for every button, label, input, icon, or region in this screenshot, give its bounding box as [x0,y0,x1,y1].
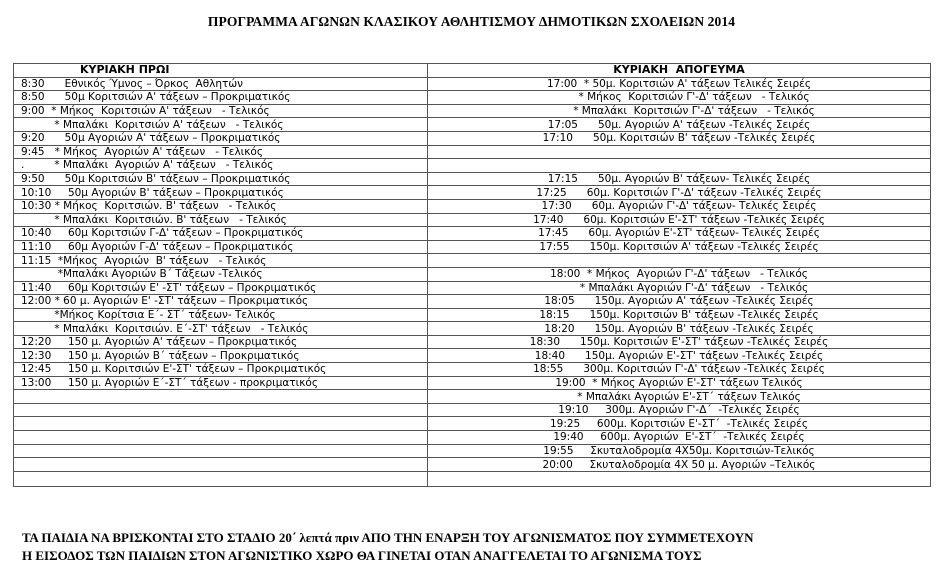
table-row [14,159,931,173]
morning-event-cell: *Μπαλάκι Αγοριών Β΄ Τάξεων -Τελικός [14,267,428,281]
footer-notice-line-2: Η ΕΙΣΟΔΟΣ ΤΩΝ ΠΑΙΔΙΩΝ ΣΤΟΝ ΑΓΩΝΙΣΤΙΚΟ ΧΩΡΟ ΘΑ ΓΙΝΕΤΑΙ ΟΤΑΝ ΑΝΑΓΓΕΛΕΤΑΙ ΤΟ ΑΓΩΝΙΣΜΑ ΤΟΥΣ [22,548,702,563]
afternoon-event-cell: 20:00 Σκυταλοδρομία 4Χ 50 μ. Αγοριών –Τελικός [428,458,931,472]
document-title: ΠΡΟΓΡΑΜΜΑ ΑΓΩΝΩΝ ΚΛΑΣΙΚΟΥ ΑΘΛΗΤΙΣΜΟΥ ΔΗΜΟΤΙΚΩΝ ΣΧΟΛΕΙΩΝ 2014 [207,14,736,29]
afternoon-event-cell: 18:55 300μ. Κοριτσιών Γ'-Δ' τάξεων -Τελικές Σειρές [428,363,931,377]
afternoon-event-cell: 18:05 150μ. Αγοριών Α' τάξεων -Τελικές Σειρές [428,295,931,309]
morning-event-cell: 9:50 50μ Κοριτσιών Β' τάξεων – Προκριματικός [14,172,428,186]
table-row [14,390,931,404]
morning-event-cell: 13:00 150 μ. Αγοριών Ε΄-ΣΤ΄ τάξεων - προκριματικός [14,376,428,390]
schedule-table [13,63,931,487]
afternoon-event-cell: * Μπαλάκι Αγοριών Γ'-Δ' τάξεων - Τελικός [428,281,931,295]
morning-event-cell [14,390,428,404]
afternoon-event-cell [428,159,931,173]
afternoon-event-cell: 17:10 50μ. Κοριτσιών Β' τάξεων -Τελικές Σειρές [428,131,931,145]
morning-event-cell: 12:30 150 μ. Αγοριών Β΄ τάξεων – Προκριματικός [14,349,428,363]
table-row [14,199,931,213]
afternoon-event-cell: * Μήκος Κοριτσιών Γ'-Δ' τάξεων - Τελικός [428,91,931,105]
morning-event-cell: . * Μπαλάκι Αγοριών Α' τάξεων - Τελικός [14,159,428,173]
morning-event-cell: * Μπαλάκι Κοριτσιών. Β' τάξεων - Τελικός [14,213,428,227]
schedule-rows [14,77,931,486]
afternoon-event-cell: * Μπαλάκι Κοριτσιών Γ'-Δ' τάξεων - Τελικός [428,104,931,118]
table-row [14,227,931,241]
table-row [14,417,931,431]
morning-event-cell: 11:40 60μ Κοριτσιών Ε' -ΣΤ' τάξεων – Προκριματικός [14,281,428,295]
table-row [14,213,931,227]
afternoon-event-cell: 17:40 60μ. Κοριτσιών Ε'-ΣΤ' τάξεων -Τελικές Σειρές [428,213,931,227]
afternoon-event-cell: 17:55 150μ. Κοριτσιών Α' τάξεων -Τελικές Σειρές [428,240,931,254]
afternoon-event-cell: 18:00 * Μήκος Αγοριών Γ'-Δ' τάξεων - Τελικός [428,267,931,281]
table-row [14,444,931,458]
morning-event-cell: 11:15 *Μήκος Αγοριών Β' τάξεων - Τελικός [14,254,428,268]
morning-event-cell [14,458,428,472]
afternoon-event-cell: 19:00 * Μήκος Αγοριών Ε'-ΣΤ' τάξεων Τελικός [428,376,931,390]
afternoon-event-cell: * Μπαλάκι Αγοριών Ε'-ΣΤ΄ τάξεων Τελικός [428,390,931,404]
morning-event-cell: 9:20 50μ Αγοριών Α' τάξεων – Προκριματικός [14,131,428,145]
morning-event-cell: 11:10 60μ Αγοριών Γ-Δ' τάξεων – Προκριματικός [14,240,428,254]
afternoon-event-cell: 17:25 60μ. Κοριτσιών Γ'-Δ' τάξεων -Τελικές Σειρές [428,186,931,200]
morning-event-cell: 9:45 * Μήκος Αγοριών Α' τάξεων - Τελικός [14,145,428,159]
morning-event-cell: * Μπαλάκι Κοριτσιών. Ε΄-ΣΤ' τάξεων - Τελικός [14,322,428,336]
afternoon-event-cell [428,254,931,268]
morning-event-cell [14,444,428,458]
table-row [14,104,931,118]
morning-event-cell: * Μπαλάκι Κοριτσιών Α' τάξεων - Τελικός [14,118,428,132]
table-row [14,322,931,336]
table-row [14,186,931,200]
morning-event-cell [14,417,428,431]
table-row [14,91,931,105]
afternoon-event-cell: 18:20 150μ. Αγοριών Β' τάξεων -Τελικές Σειρές [428,322,931,336]
afternoon-event-cell: 18:40 150μ. Αγοριών Ε'-ΣΤ' τάξεων -Τελικές Σειρές [428,349,931,363]
table-row [14,240,931,254]
afternoon-event-cell: 17:30 60μ. Αγοριών Γ'-Δ' τάξεων- Τελικές Σειρές [428,199,931,213]
morning-event-cell: 10:10 50μ Αγοριών Β' τάξεων – Προκριματικός [14,186,428,200]
table-row [14,254,931,268]
morning-event-cell: 10:30 * Μήκος Κοριτσιών. Β' τάξεων - Τελικός [14,199,428,213]
afternoon-event-cell: 18:30 150μ. Κοριτσιών Ε'-ΣΤ' τάξεων -Τελικές Σειρές [428,335,931,349]
afternoon-event-cell: 19:10 300μ. Αγοριών Γ'-Δ΄ -Τελικές Σειρές [428,403,931,417]
table-row [14,376,931,390]
empty-row [14,471,931,486]
table-row [14,172,931,186]
afternoon-event-cell: 19:40 600μ. Αγοριών Ε'-ΣΤ΄ -Τελικές Σειρές [428,431,931,445]
table-row [14,431,931,445]
afternoon-event-cell: 17:15 50μ. Αγοριών Β' τάξεων- Τελικές Σειρές [428,172,931,186]
table-row [14,281,931,295]
table-row [14,295,931,309]
morning-event-cell: 10:40 60μ Κοριτσιών Γ-Δ' τάξεων – Προκριματικός [14,227,428,241]
afternoon-event-cell: 17:00 * 50μ. Κοριτσιών Α' τάξεων Τελικές Σειρές [428,77,931,91]
morning-event-cell: 9:00 * Μήκος Κοριτσιών Α' τάξεων - Τελικός [14,104,428,118]
table-row [14,131,931,145]
morning-event-cell: 8:30 Εθνικός Ύμνος – Όρκος Αθλητών [14,77,428,91]
afternoon-event-cell: 17:45 60μ. Αγοριών Ε'-ΣΤ' τάξεων- Τελικές Σειρές [428,227,931,241]
table-row [14,335,931,349]
afternoon-event-cell: 19:25 600μ. Κοριτσιών Ε'-ΣΤ΄ -Τελικές Σειρές [428,417,931,431]
morning-header: ΚΥΡΙΑΚΗ ΠΡΩΙ [14,64,428,78]
afternoon-event-cell [428,145,931,159]
morning-event-cell [14,403,428,417]
footer-notice-line-1: ΤΑ ΠΑΙΔΙΑ ΝΑ ΒΡΙΣΚΟΝΤΑΙ ΣΤΟ ΣΤΑΔΙΟ 20΄ λεπτά πριν ΑΠΟ ΤΗΝ ΕΝΑΡΞΗ ΤΟΥ ΑΓΩΝΙΣΜΑΤΟΣ ΠΟΥ ΣΥΜΜΕΤΕΧΟΥΝ [22,530,754,545]
table-header-row [14,64,931,78]
afternoon-event-cell: 19:55 Σκυταλοδρομία 4Χ50μ. Κοριτσιών-Τελικός [428,444,931,458]
afternoon-event-cell: 17:05 50μ. Αγοριών Α' τάξεων -Τελικές Σειρές [428,118,931,132]
afternoon-header: ΚΥΡΙΑΚΗ ΑΠΟΓΕΥΜΑ [428,64,931,78]
table-row [14,118,931,132]
table-row [14,308,931,322]
morning-event-cell [14,431,428,445]
morning-empty-cell [14,471,428,486]
table-row [14,349,931,363]
afternoon-empty-cell [428,471,931,486]
table-row [14,267,931,281]
table-row [14,458,931,472]
table-row [14,77,931,91]
table-row [14,403,931,417]
table-row [14,363,931,377]
morning-event-cell: 8:50 50μ Κοριτσιών Α' τάξεων – Προκριματικός [14,91,428,105]
morning-event-cell: 12:45 150 μ. Κοριτσιών Ε'-ΣΤ' τάξεων – Προκριματικός [14,363,428,377]
morning-event-cell: *Μήκος Κορίτσια Ε΄- ΣΤ΄ τάξεων- Τελικός [14,308,428,322]
morning-event-cell: 12:20 150 μ. Αγοριών Α' τάξεων – Προκριματικός [14,335,428,349]
table-row [14,145,931,159]
afternoon-event-cell: 18:15 150μ. Κοριτσιών Β' τάξεων -Τελικές Σειρές [428,308,931,322]
morning-event-cell: 12:00 * 60 μ. Αγοριών Ε' -ΣΤ' τάξεων – Προκριματικός [14,295,428,309]
